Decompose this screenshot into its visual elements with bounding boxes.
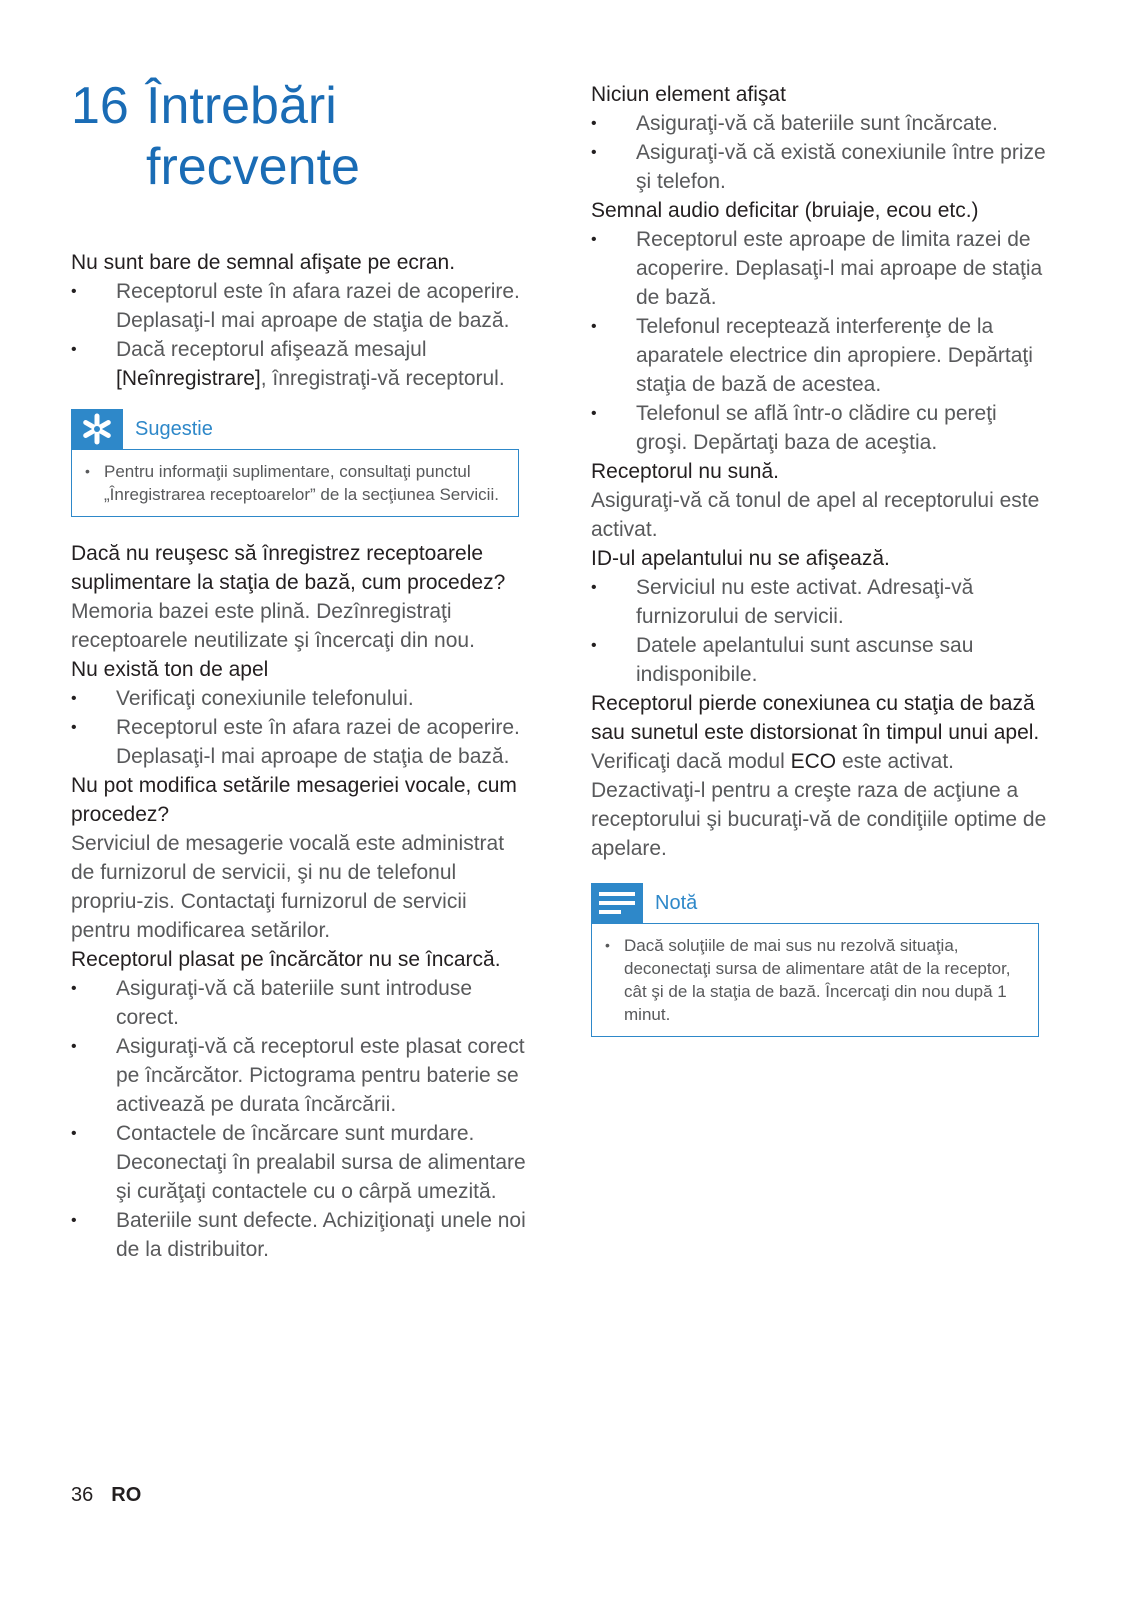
note-title: Notă xyxy=(655,891,698,914)
question-no-signal: Nu sunt bare de semnal afişate pe ecran. xyxy=(71,251,456,274)
answer-list xyxy=(591,225,1051,457)
message-label: [Neînregistrare] xyxy=(116,367,261,390)
list-item: • Receptorul este în afara razei de acoperire. Deplasaţi-l mai aproape de staţia de bază. xyxy=(71,713,531,771)
list-item: • Dacă receptorul afişează mesajul [Neînregistrare], înregistraţi-vă receptorul. xyxy=(71,335,531,393)
question-lost-connection: Receptorul pierde conexiunea cu staţia de bază sau sunetul este distorsionat în timpul unui apel. xyxy=(591,692,1040,744)
chapter-title xyxy=(71,76,360,198)
page-number: 36 xyxy=(71,1484,94,1506)
list-item: • Receptorul este în afara razei de acoperire. Deplasaţi-l mai aproape de staţia de bază. xyxy=(71,277,531,335)
question-register-handsets: Dacă nu reuşesc să înregistrez receptoarele suplimentare la staţia de bază, cum procedez? xyxy=(71,542,506,594)
chapter-number: 16 xyxy=(71,77,129,135)
question-voicemail: Nu pot modifica setările mesageriei vocale, cum procedez? xyxy=(71,774,517,826)
question-caller-id: ID-ul apelantului nu se afişează. xyxy=(591,547,890,570)
answer-list xyxy=(591,109,1051,196)
tip-header xyxy=(71,409,519,449)
list-item: • Telefonul recepteazǎ interferenţe de la aparatele electrice din apropiere. Depărtaţi staţia de bază de acestea. xyxy=(591,312,1051,399)
left-column xyxy=(71,248,531,1264)
eco-label: ECO xyxy=(790,750,837,773)
tip-text: • Pentru informaţii suplimentare, consultaţi punctul „Înregistrarea receptoarelor” de la secţiunea Servicii. xyxy=(71,449,519,517)
list-item: • Asiguraţi-vă că există conexiunile între prize şi telefon. xyxy=(591,138,1051,196)
list-item: • Asiguraţi-vă că bateriile sunt introduse corect. xyxy=(71,974,531,1032)
note-lines-icon xyxy=(591,883,643,923)
answer-text: Serviciul de mesagerie vocală este administrat de furnizorul de servicii, şi nu de telefonul propriu-zis. Contactaţi furnizorul de servicii pentru modificarea setărilor. xyxy=(71,832,505,942)
list-item: • Telefonul se află într-o clădire cu pereţi groşi. Depărtaţi baza de aceştia. xyxy=(591,399,1051,457)
tip-box xyxy=(71,409,519,517)
answer-text: Asiguraţi-vă că tonul de apel al receptorului este activat. xyxy=(591,489,1040,541)
tip-title: Sugestie xyxy=(135,417,213,440)
question-poor-audio: Semnal audio deficitar (bruiaje, ecou etc.) xyxy=(591,199,979,222)
asterisk-icon xyxy=(71,409,123,449)
question-no-dial-tone: Nu există ton de apel xyxy=(71,658,269,681)
list-item: • Datele apelantului sunt ascunse sau indisponibile. xyxy=(591,631,1051,689)
answer-list xyxy=(71,684,531,771)
right-column xyxy=(591,80,1051,1059)
note-box xyxy=(591,883,1039,1037)
answer-text: Memoria bazei este plină. Dezînregistraţi receptoarele neutilizate şi încercaţi din nou. xyxy=(71,600,475,652)
note-header xyxy=(591,883,1039,923)
question-no-ring: Receptorul nu sună. xyxy=(591,460,779,483)
language-code: RO xyxy=(111,1484,142,1506)
question-no-display: Niciun element afişat xyxy=(591,83,786,106)
list-item: • Serviciul nu este activat. Adresaţi-vă furnizorului de servicii. xyxy=(591,573,1051,631)
answer-text: Verificaţi dacă modul ECO este activat. Dezactivaţi-l pentru a creşte raza de acţiune a receptorului şi bucuraţi-vă de condiţiile optime de apelare. xyxy=(591,750,1047,860)
list-item: • Bateriile sunt defecte. Achiziţionaţi unele noi de la distribuitor. xyxy=(71,1206,531,1264)
answer-list xyxy=(591,573,1051,689)
list-item: • Asiguraţi-vă că bateriile sunt încărcate. xyxy=(591,109,1051,138)
note-text: • Dacă soluţiile de mai sus nu rezolvă situaţia, deconectaţi sursa de alimentare atât de la receptor, cât şi de la staţia de bază. Încercaţi din nou după 1 minut. xyxy=(591,923,1039,1037)
answer-list xyxy=(71,277,531,393)
list-item: • Contactele de încărcare sunt murdare. Deconectaţi în prealabil sursa de alimentare şi curăţaţi contactele cu o cârpă umezită. xyxy=(71,1119,531,1206)
chapter-title-line1: Întrebări xyxy=(146,77,337,135)
list-item: • Verificaţi conexiunile telefonului. xyxy=(71,684,531,713)
answer-list xyxy=(71,974,531,1264)
chapter-title-line2: frecvente xyxy=(146,138,360,196)
list-item: • Asiguraţi-vă că receptorul este plasat corect pe încărcător. Pictograma pentru baterie se activează pe durata încărcării. xyxy=(71,1032,531,1119)
page-footer xyxy=(71,1484,141,1507)
list-item: • Receptorul este aproape de limita razei de acoperire. Deplasaţi-l mai aproape de staţia de bază. xyxy=(591,225,1051,312)
question-not-charging: Receptorul plasat pe încărcător nu se încarcă. xyxy=(71,948,501,971)
